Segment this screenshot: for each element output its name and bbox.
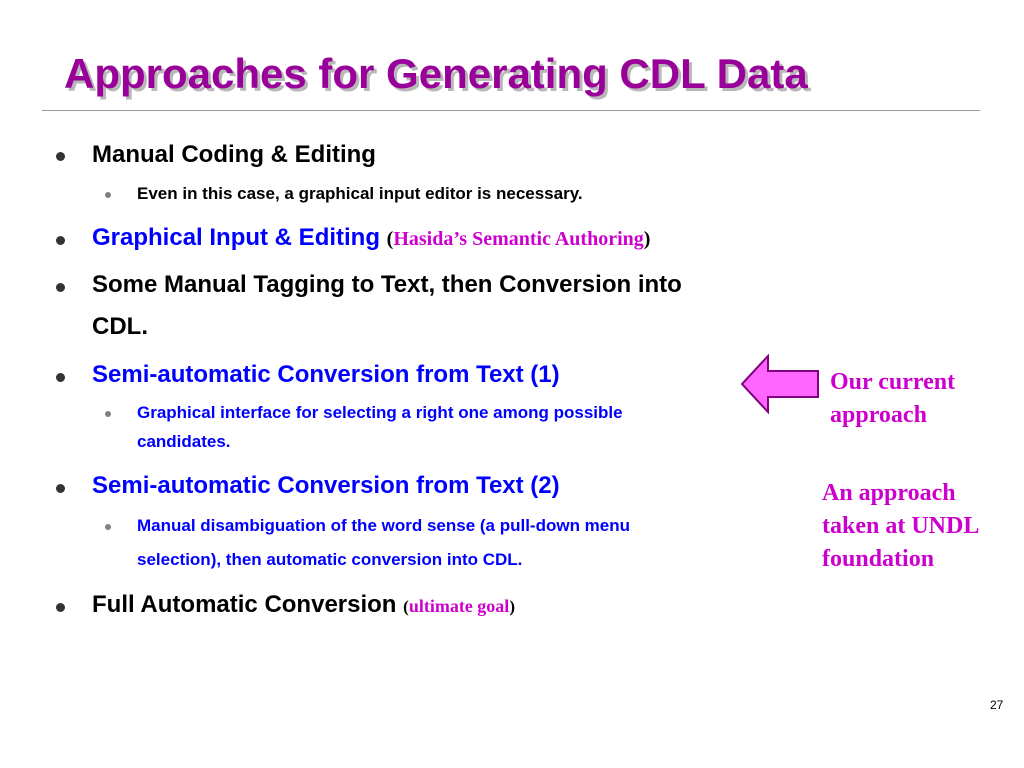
paren-open: ( <box>403 597 409 616</box>
hasida-note: Hasida’s Semantic Authoring <box>393 228 644 250</box>
callout-undl-approach <box>822 477 979 576</box>
bullet-dot-icon <box>105 524 111 530</box>
slide-title: Approaches for Generating CDL Data <box>64 50 808 97</box>
paren-open: ( <box>386 228 394 250</box>
callout-undl-line3: foundation <box>822 546 935 572</box>
paren-close: ) <box>643 228 651 250</box>
paren-close: ) <box>509 597 515 616</box>
bullet-dot-icon <box>56 152 65 161</box>
sub-bullet-manual-disambiguation-line2: selection), then automatic conversion into CDL. <box>137 550 523 569</box>
sub-bullet-graphical-editor: Even in this case, a graphical input editor is necessary. <box>137 184 583 203</box>
bullet-dot-icon <box>56 373 65 382</box>
graphical-input-label: Graphical Input & Editing <box>92 224 380 251</box>
bullet-dot-icon <box>56 484 65 493</box>
callout-current-line1: Our current <box>830 369 956 395</box>
callout-undl-line2: taken at UNDL <box>822 513 980 539</box>
callout-current-approach <box>830 366 955 432</box>
full-automatic-label: Full Automatic Conversion <box>92 591 397 618</box>
callout-current-line2: approach <box>830 402 927 428</box>
title-divider <box>42 110 980 111</box>
bullet-dot-icon <box>105 411 111 417</box>
page-number: 27 <box>990 698 1004 712</box>
bullet-dot-icon <box>56 236 65 245</box>
bullet-semi-auto-2: Semi-automatic Conversion from Text (2) <box>92 472 560 499</box>
bullet-dot-icon <box>56 603 65 612</box>
bullet-graphical-input <box>92 224 650 252</box>
sub-bullet-graphical-interface-line2: candidates. <box>137 432 231 451</box>
bullet-full-automatic <box>92 591 515 619</box>
bullet-dot-icon <box>105 192 111 198</box>
sub-bullet-graphical-interface-line1: Graphical interface for selecting a right one among possible <box>137 403 623 422</box>
bullet-dot-icon <box>56 283 65 292</box>
bullet-semi-auto-1: Semi-automatic Conversion from Text (1) <box>92 361 560 388</box>
bullet-manual-tagging-line1: Some Manual Tagging to Text, then Conversion into <box>92 271 682 298</box>
ultimate-goal-note: ultimate goal <box>408 596 510 616</box>
sub-bullet-manual-disambiguation-line1: Manual disambiguation of the word sense (a pull-down menu <box>137 516 631 535</box>
left-arrow-icon <box>740 354 820 414</box>
callout-undl-line1: An approach <box>822 480 956 506</box>
bullet-manual-tagging-line2: CDL. <box>92 313 148 340</box>
bullet-manual-coding: Manual Coding & Editing <box>92 141 376 168</box>
